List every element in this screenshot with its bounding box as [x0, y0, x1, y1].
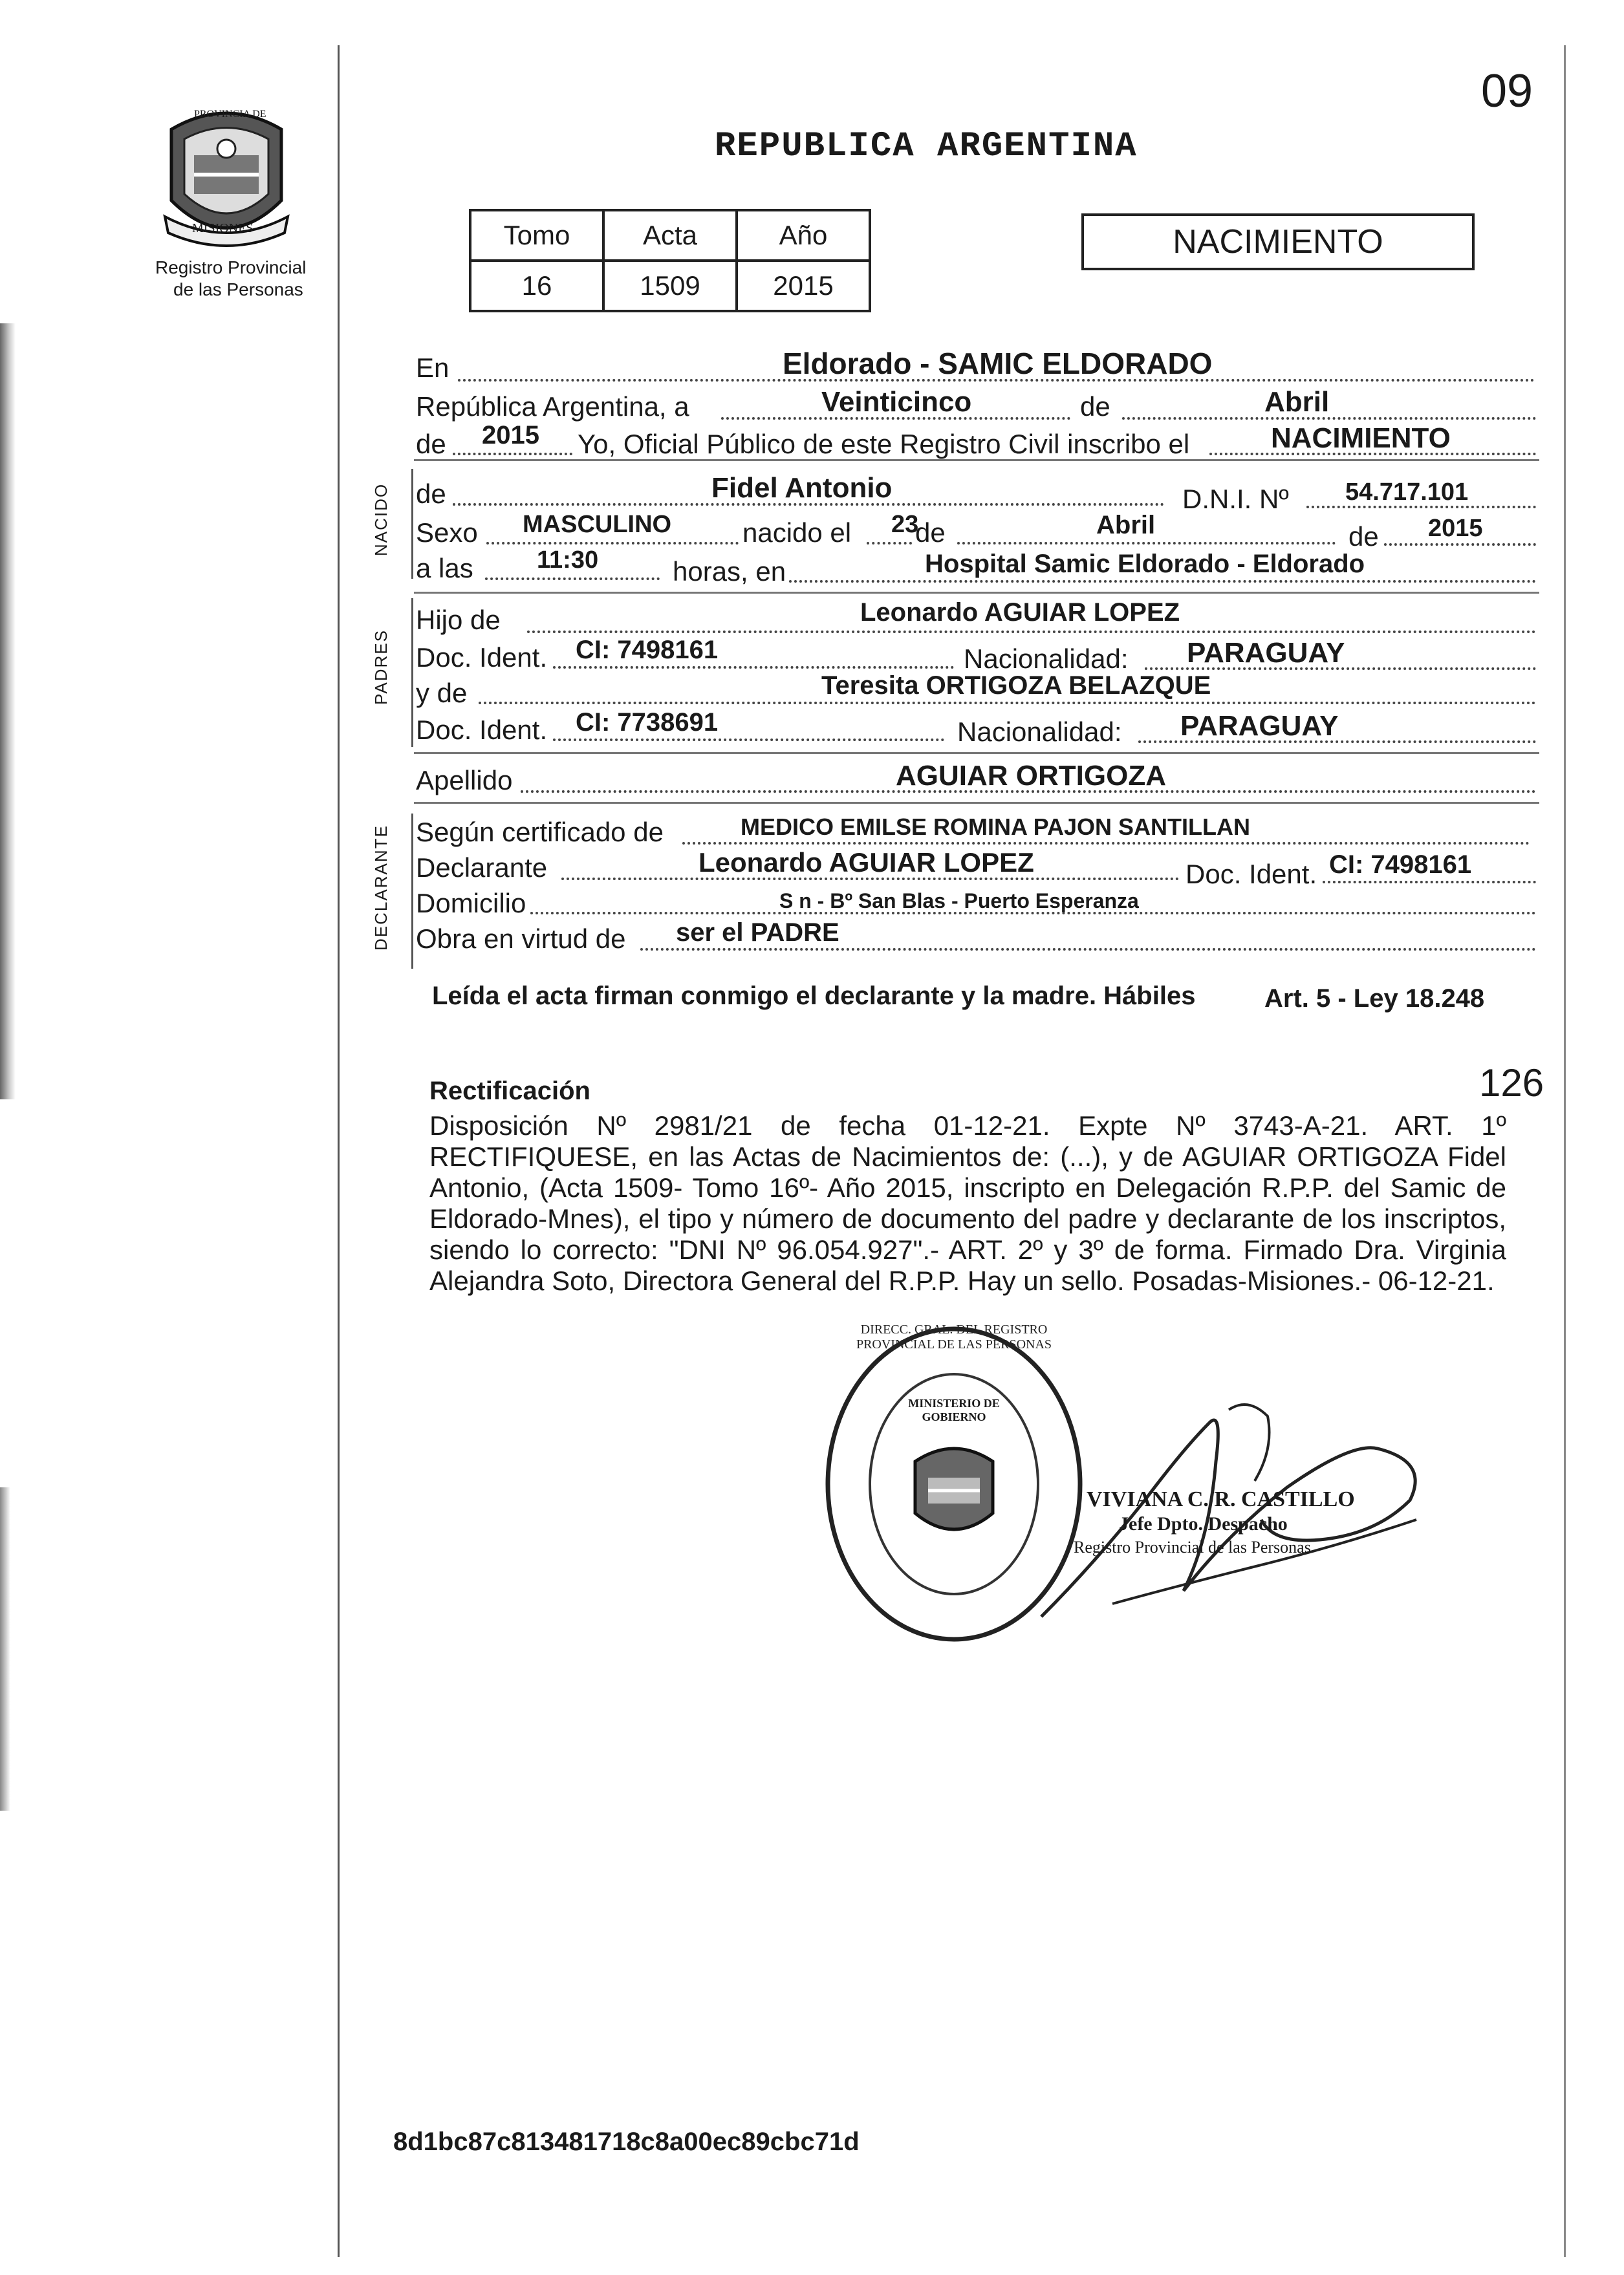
tomo-header: Tomo — [470, 210, 603, 261]
en-value: Eldorado - SAMIC ELDORADO — [783, 347, 1213, 380]
sexo-value: MASCULINO — [523, 511, 672, 538]
doc-type: NACIMIENTO — [1173, 223, 1383, 261]
section-label-declarante: DECLARANTE — [371, 825, 391, 951]
dni-value: 54.717.101 — [1345, 479, 1469, 506]
de3-label: de — [416, 479, 446, 509]
apellido-value: AGUIAR ORTIGOZA — [896, 760, 1166, 792]
ano-value: 2015 — [737, 261, 870, 311]
mother-doc-value: CI: 7738691 — [576, 708, 719, 737]
nacionalidad2-label: Nacionalidad: — [957, 717, 1122, 747]
obra-label: Obra en virtud de — [416, 923, 626, 954]
nacionalidad-label: Nacionalidad: — [964, 643, 1129, 674]
left-margin-line — [338, 45, 340, 2257]
nacido-bar — [411, 469, 413, 579]
birth-day-value: 23 — [891, 511, 919, 538]
section-label-padres: PADRES — [371, 629, 391, 705]
signer-title: Jefe Dpto. Despacho — [1119, 1513, 1288, 1535]
mother-value: Teresita ORTIGOZA BELAZQUE — [821, 671, 1211, 700]
en-label: En — [416, 352, 449, 383]
domicilio-value: S n - Bº San Blas - Puerto Esperanza — [779, 889, 1139, 912]
tomo-value: 16 — [470, 261, 603, 311]
republica-label: República Argentina, a — [416, 391, 689, 422]
sexo-dots — [486, 542, 739, 544]
name-value: Fidel Antonio — [711, 472, 893, 504]
signer-name: VIVIANA C. R. CASTILLO — [1087, 1487, 1355, 1511]
closing-text: Leída el acta firman conmigo el declarante y la madre. Hábiles — [432, 982, 1196, 1010]
divider-apellido — [414, 802, 1539, 804]
year-value: 2015 — [482, 421, 539, 449]
oficial-text: Yo, Oficial Público de este Registro Civil inscribo el — [578, 429, 1190, 459]
registry-line2: de las Personas — [173, 279, 303, 299]
father-nat-value: PARAGUAY — [1187, 637, 1345, 669]
a-las-label: a las — [416, 553, 473, 583]
seal-top-text: PROVINCIA DE — [194, 109, 266, 120]
right-margin-line — [1564, 45, 1566, 2257]
acta-value: 1509 — [603, 261, 737, 311]
mother-doc-dots — [553, 739, 944, 741]
scan-edge-left — [0, 323, 16, 1099]
seal-bottom-text: MISIONES — [192, 221, 254, 235]
declarante-label: Declarante — [416, 852, 548, 883]
nacido-el-label: nacido el — [742, 517, 852, 548]
rectificacion-title: Rectificación — [429, 1077, 590, 1105]
father-doc-dots — [553, 666, 954, 669]
document-hash: 8d1bc87c813481718c8a00ec89cbc71d — [393, 2128, 860, 2156]
closing-law: Art. 5 - Ley 18.248 — [1264, 984, 1485, 1013]
father-value: Leonardo AGUIAR LOPEZ — [860, 598, 1180, 627]
section-label-nacido: NACIDO — [371, 482, 391, 556]
doc-type-box — [1081, 213, 1475, 270]
place-value: Hospital Samic Eldorado - Eldorado — [925, 550, 1365, 578]
padres-bar — [411, 598, 413, 747]
place-dots — [789, 580, 1536, 583]
de4-label: de — [915, 517, 946, 548]
hour-dots — [485, 577, 660, 580]
obra-dots — [640, 948, 1536, 951]
acta-header: Acta — [603, 210, 737, 261]
mother-dots — [479, 702, 1536, 704]
record-table — [469, 209, 871, 312]
mother-nat-value: PARAGUAY — [1180, 710, 1339, 742]
segun-value: MEDICO EMILSE ROMINA PAJON SANTILLAN — [741, 814, 1251, 840]
acta-type-value: NACIMIENTO — [1271, 422, 1451, 454]
divider-padres — [414, 752, 1539, 754]
de-label: de — [1080, 391, 1110, 422]
stamp-inner-text: MINISTERIO DE GOBIERNO — [908, 1397, 1000, 1423]
registry-line1: Registro Provincial — [155, 257, 307, 277]
doc-ident-label: Doc. Ident. — [416, 642, 548, 673]
country-title: REPUBLICA ARGENTINA — [715, 127, 1138, 166]
declarante-doc-dots — [1323, 881, 1536, 883]
divider-nacido — [414, 592, 1539, 594]
hour-value: 11:30 — [537, 546, 599, 574]
month-value: Abril — [1264, 386, 1330, 418]
doc-ident3-label: Doc. Ident. — [1186, 859, 1317, 889]
de5-label: de — [1348, 521, 1379, 552]
domicilio-label: Domicilio — [416, 888, 526, 918]
declarante-value: Leonardo AGUIAR LOPEZ — [698, 847, 1034, 878]
sexo-label: Sexo — [416, 517, 478, 548]
birth-year-dots — [1384, 543, 1536, 546]
obra-value: ser el PADRE — [676, 918, 839, 947]
signer-org: Registro Provincial de las Personas — [1074, 1538, 1311, 1557]
scan-edge-left-lower — [0, 1487, 10, 1811]
segun-label: Según certificado de — [416, 817, 664, 847]
rectificacion-body: Disposición Nº 2981/21 de fecha 01-12-21. Expte Nº 3743-A-21. ART. 1º RECTIFIQUESE, en las Actas de Nacimientos de: (...), y de AGUIAR ORTIGOZA Fidel Antonio, (Acta 1509- Tomo 16º- Año 2015, inscripto en Delegación R.P.P. del Samic de Eldorado-Mnes), el tipo y número de documento del padre y declarante de los inscriptos, siendo lo correcto: "DNI Nº 96.054.927".- ART. 2º y 3º de forma. Firmado Dra. Virginia Alejandra Soto, Directora General del R.P.P. Hay un sello. Posadas-Misiones.- 06-12-21. — [429, 1110, 1506, 1296]
birth-month-dots — [957, 542, 1336, 544]
dni-label: D.N.I. Nº — [1182, 484, 1289, 514]
day-value: Veinticinco — [821, 386, 972, 418]
apellido-label: Apellido — [416, 765, 513, 795]
margin-number: 126 — [1479, 1061, 1544, 1105]
segun-dots — [682, 842, 1530, 845]
birth-day-dots — [867, 542, 912, 544]
horas-en-label: horas, en — [673, 556, 786, 587]
province-seal — [158, 103, 294, 252]
hijo-de-label: Hijo de — [416, 605, 501, 635]
father-dots — [527, 631, 1536, 633]
birth-month-value: Abril — [1096, 511, 1156, 539]
stamp-ring-text: DIRECC. GRAL. DEL REGISTRO PROVINCIAL DE LAS PERSONAS — [856, 1322, 1052, 1352]
year-dots — [453, 453, 572, 455]
father-doc-value: CI: 7498161 — [576, 636, 719, 664]
birth-year-value: 2015 — [1428, 515, 1483, 542]
ano-header: Año — [737, 210, 870, 261]
declarante-doc-value: CI: 7498161 — [1329, 850, 1472, 879]
de2-label: de — [416, 429, 446, 459]
doc-ident2-label: Doc. Ident. — [416, 715, 548, 745]
declarante-bar — [411, 814, 413, 969]
page-number: 09 — [1481, 65, 1533, 117]
y-de-label: y de — [416, 678, 468, 708]
